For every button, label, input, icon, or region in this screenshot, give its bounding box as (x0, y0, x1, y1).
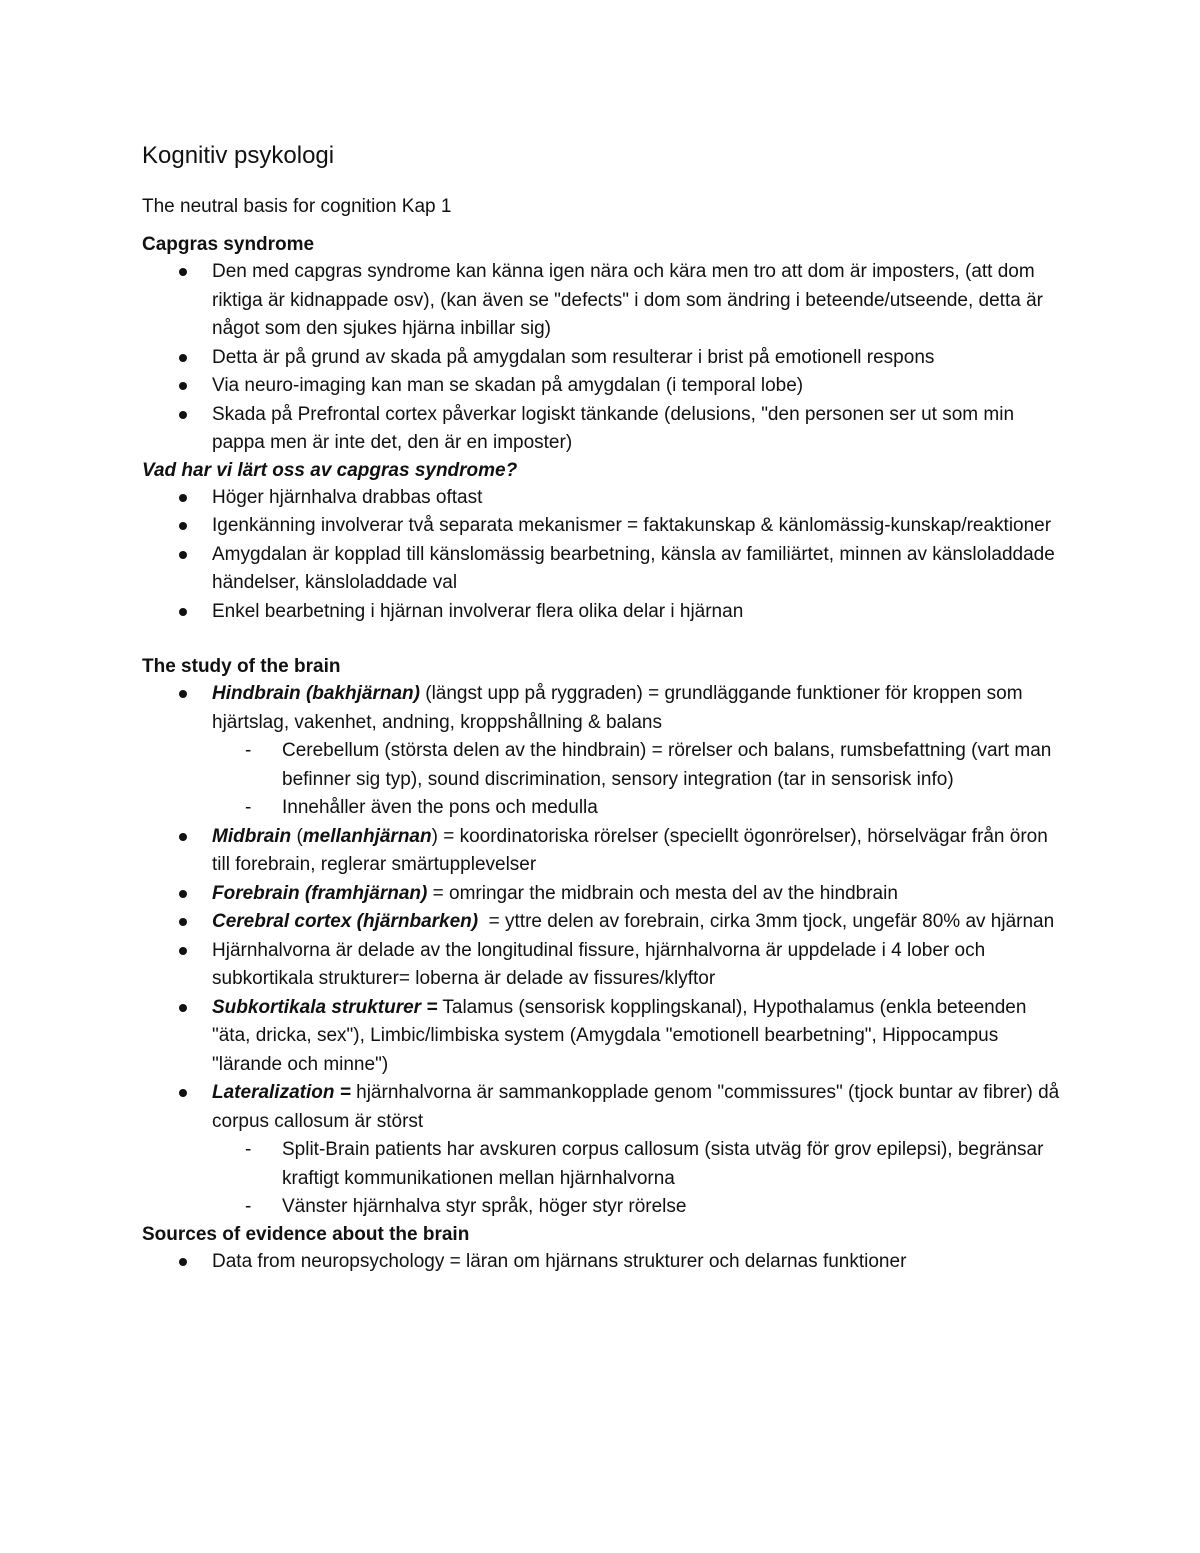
list-item: Amygdalan är kopplad till känslomässig bearbetning, känsla av familiärtet, minnen av känsloladdade händelser, känsloladdade val (142, 541, 1067, 598)
definition: (längst upp på ryggraden) = grundläggande funktioner för kroppen som hjärtslag, vakenhet, andning, kroppshållning & balans (212, 683, 1023, 733)
term: mellanhjärnan (302, 825, 432, 847)
learned-heading: Vad har vi lärt oss av capgras syndrome? (142, 459, 518, 481)
term: Midbrain (212, 825, 292, 847)
list-item: Höger hjärnhalva drabbas oftast (142, 484, 1067, 513)
study-list (142, 680, 1067, 737)
list-item-hindbrain (142, 680, 1067, 737)
sub-item: - Cerebellum (största delen av the hindbrain) = rörelser och balans, rumsbefattning (vart man befinner sig typ), sound discrimination, sensory integration (tar in sensorisk info) (142, 737, 1067, 794)
term: Subkortikala strukturer = (212, 996, 438, 1018)
study-list-continued (142, 823, 1067, 1137)
definition: = omringar the midbrain och mesta del av the hindbrain (427, 882, 898, 904)
hindbrain-sublist (142, 737, 1067, 823)
list-item-subcortical (142, 994, 1067, 1080)
chapter-subtitle: The neutral basis for cognition Kap 1 (142, 196, 452, 217)
list-item-forebrain (142, 880, 1067, 909)
document-page (142, 140, 1067, 1276)
list-item-lateralization (142, 1079, 1067, 1136)
list-item: Den med capgras syndrome kan känna igen nära och kära men tro att dom är imposters, (att dom riktiga är kidnappade osv), (kan även se "defects" i dom som ändring i beteende/utseende, detta är något som den sjukes hjärna inbillar sig) (142, 258, 1067, 344)
evidence-list (142, 1248, 1067, 1277)
term: Hindbrain (bakhjärnan) (212, 683, 420, 704)
list-item-cortex (142, 908, 1067, 937)
list-item-midbrain (142, 823, 1067, 880)
list-item: Detta är på grund av skada på amygdalan som resulterar i brist på emotionell respons (142, 344, 1067, 373)
sub-item: - Vänster hjärnhalva styr språk, höger styr rörelse (142, 1193, 1067, 1222)
list-item: Igenkänning involverar två separata mekanismer = faktakunskap & känlomässig-kunskap/reaktioner (142, 512, 1067, 541)
definition: ) = koordinatoriska rörelser (speciellt ögonrörelser), hörselvägar från öron till forebrain, reglerar smärtupplevelser (212, 825, 1048, 875)
list-item: Via neuro-imaging kan man se skadan på amygdalan (i temporal lobe) (142, 372, 1067, 401)
page-title: Kognitiv psykologi (142, 142, 335, 169)
term: Forebrain (framhjärnan) (212, 882, 428, 904)
spacer (142, 626, 1067, 654)
list-item: Data from neuropsychology = läran om hjärnans strukturer och delarnas funktioner (142, 1248, 1067, 1277)
definition: Talamus (sensorisk kopplingskanal), Hypothalamus (enkla beteenden "äta, dricka, sex"), Limbic/limbiska system (Amygdala "emotionell bearbetning", Hippocampus "lärande och minne") (212, 996, 1027, 1075)
capgras-heading: Capgras syndrome (142, 234, 315, 255)
capgras-list (142, 258, 1067, 458)
lateralization-sublist (142, 1136, 1067, 1222)
list-item-hemispheres: Hjärnhalvorna är delade av the longitudinal fissure, hjärnhalvorna är uppdelade i 4 lober och subkortikala strukturer= loberna är delade av fissures/klyftor (142, 937, 1067, 994)
term: Cerebral cortex (hjärnbarken) (212, 911, 479, 932)
list-item: Skada på Prefrontal cortex påverkar logiskt tänkande (delusions, "den personen ser ut som min pappa men är inte det, den är en imposter) (142, 401, 1067, 458)
paren: ( (291, 825, 303, 847)
sub-item: - Innehåller även the pons och medulla (142, 794, 1067, 823)
learned-list (142, 484, 1067, 627)
evidence-heading: Sources of evidence about the brain (142, 1223, 470, 1245)
list-item: Enkel bearbetning i hjärnan involverar flera olika delar i hjärnan (142, 598, 1067, 627)
definition: = yttre delen av forebrain, cirka 3mm tjock, ungefär 80% av hjärnan (478, 911, 1055, 932)
sub-item: - Split-Brain patients har avskuren corpus callosum (sista utväg för grov epilepsi), begränsar kraftigt kommunikationen mellan hjärnhalvorna (142, 1136, 1067, 1193)
definition: hjärnhalvorna är sammankopplade genom "commissures" (tjock buntar av fibrer) då corpus callosum är störst (212, 1082, 1060, 1132)
study-heading: The study of the brain (142, 656, 341, 677)
term: Lateralization = (212, 1082, 351, 1103)
